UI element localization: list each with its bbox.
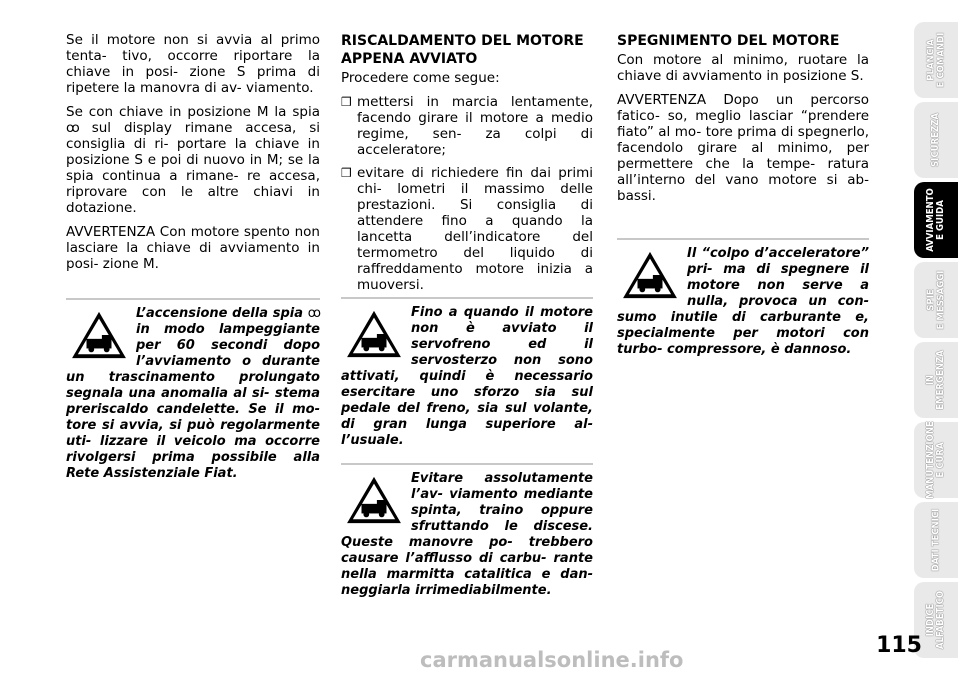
paragraph: AVVERTENZA Con motore spento non lasciare la chiave di avviamento in posi- zione M.	[66, 224, 320, 272]
page-number: 115	[876, 633, 922, 658]
paragraph: Procedere come segue:	[341, 70, 500, 86]
tab-dati-tecnici[interactable]: DATI TECNICI	[914, 502, 958, 578]
warning-text: Il “colpo d’acceleratore” pri- ma di spegnere il motore non serve a nulla, provoca un con- sumo inutile di carburante e, specialmente per motori con turbo- compressore, è dannoso.	[617, 246, 869, 357]
paragraph: Se il motore non si avvia al primo tenta- tivo, occorre riportare la chiave in posi- zione S prima di ripetere la manovra di av- viamento.	[66, 32, 320, 96]
paragraph: Se con chiave in posizione M la spia ꝏ sul display rimane accesa, si consiglia di ri- portare la chiave in posizione S e poi di nuovo in M; se la spia continua a rimane- re accesa, riprovare con le altre chiavi in dotazione.	[66, 104, 320, 216]
paragraph: AVVERTENZA Dopo un percorso fatico- so, meglio lasciar “prendere fiato” al mo- tore prima di spegnerlo, facendolo girare al minimo, per permettere che la tempe- ratura all’interno del vano motore si ab- bassi.	[617, 92, 869, 204]
warning-box	[617, 238, 869, 358]
glow-plug-icon: ꝏ	[66, 120, 79, 136]
tab-emergenza[interactable]: IN EMERGENZA	[914, 342, 958, 418]
tab-sicurezza[interactable]: SICUREZZA	[914, 102, 958, 178]
column-left	[66, 32, 320, 280]
glow-plug-icon: ꝏ	[307, 306, 321, 321]
checkbox-bullet-icon: ❒	[341, 95, 352, 109]
tab-indice[interactable]: INDICE ALFABETICO	[914, 582, 958, 658]
tab-plancia[interactable]: PLANCIA E COMANDI	[914, 22, 958, 98]
section-heading: RISCALDAMENTO DEL MOTORE APPENA AVVIATO	[341, 33, 584, 67]
tab-manutenzione[interactable]: MANUTENZIONE E CURA	[914, 422, 958, 498]
chapter-tabs	[910, 22, 960, 662]
column-right	[617, 32, 869, 212]
list-item: ❒ evitare di richiedere fin dai primi chi- lometri il massimo delle prestazioni. Si consiglia di attendere fino a quando la lancetta dell’indicatore del termometro del liquido di raffreddamento motore inizia a muoversi.	[341, 165, 593, 293]
checkbox-bullet-icon: ❒	[341, 166, 352, 180]
warning-box	[66, 298, 320, 482]
paragraph: Con motore al minimo, ruotare la chiave di avviamento in posizione S.	[617, 52, 869, 84]
warning-triangle-icon	[621, 250, 679, 300]
column-middle	[341, 32, 593, 300]
warning-text: Evitare assolutamente l’av- viamento mediante spinta, traino oppure sfruttando le discese. Queste manovre po- trebbero causare l’afflusso di carbu- rante nella marmitta catalitica e dan- neggiarla irrimediabilmente.	[341, 471, 593, 598]
tab-spie[interactable]: SPIE E MESSAGGI	[914, 262, 958, 338]
warning-box	[341, 463, 593, 599]
warning-text: L’accensione della spia ꝏ in modo lampeggiante per 60 secondi dopo l’avviamento o durante un trascinamento prolungato segnala una anomalia al si- stema preriscaldo candelette. Se il mo- tore si avvia, si può regolarmente uti- lizzare il veicolo ma occorre rivolgersi prima possibile alla Rete Assistenziale Fiat.	[66, 306, 321, 481]
watermark: carmanualsonline.info	[420, 648, 684, 672]
warning-text: Fino a quando il motore non è avviato il servofreno ed il servosterzo non sono attivati, quindi è necessario esercitare uno sforzo sia sul pedale del freno, sia sul volante, di gran lunga superiore al- l’usuale.	[341, 305, 593, 448]
tab-avviamento[interactable]: AVVIAMENTO E GUIDA	[914, 182, 958, 258]
warning-triangle-icon	[345, 475, 403, 525]
section-heading: SPEGNIMENTO DEL MOTORE	[617, 33, 840, 49]
warning-triangle-icon	[345, 309, 403, 359]
warning-triangle-icon	[70, 310, 128, 360]
list-item: ❒ mettersi in marcia lentamente, facendo girare il motore a medio regime, sen- za colpi di acceleratore;	[341, 94, 593, 158]
warning-box	[341, 297, 593, 449]
